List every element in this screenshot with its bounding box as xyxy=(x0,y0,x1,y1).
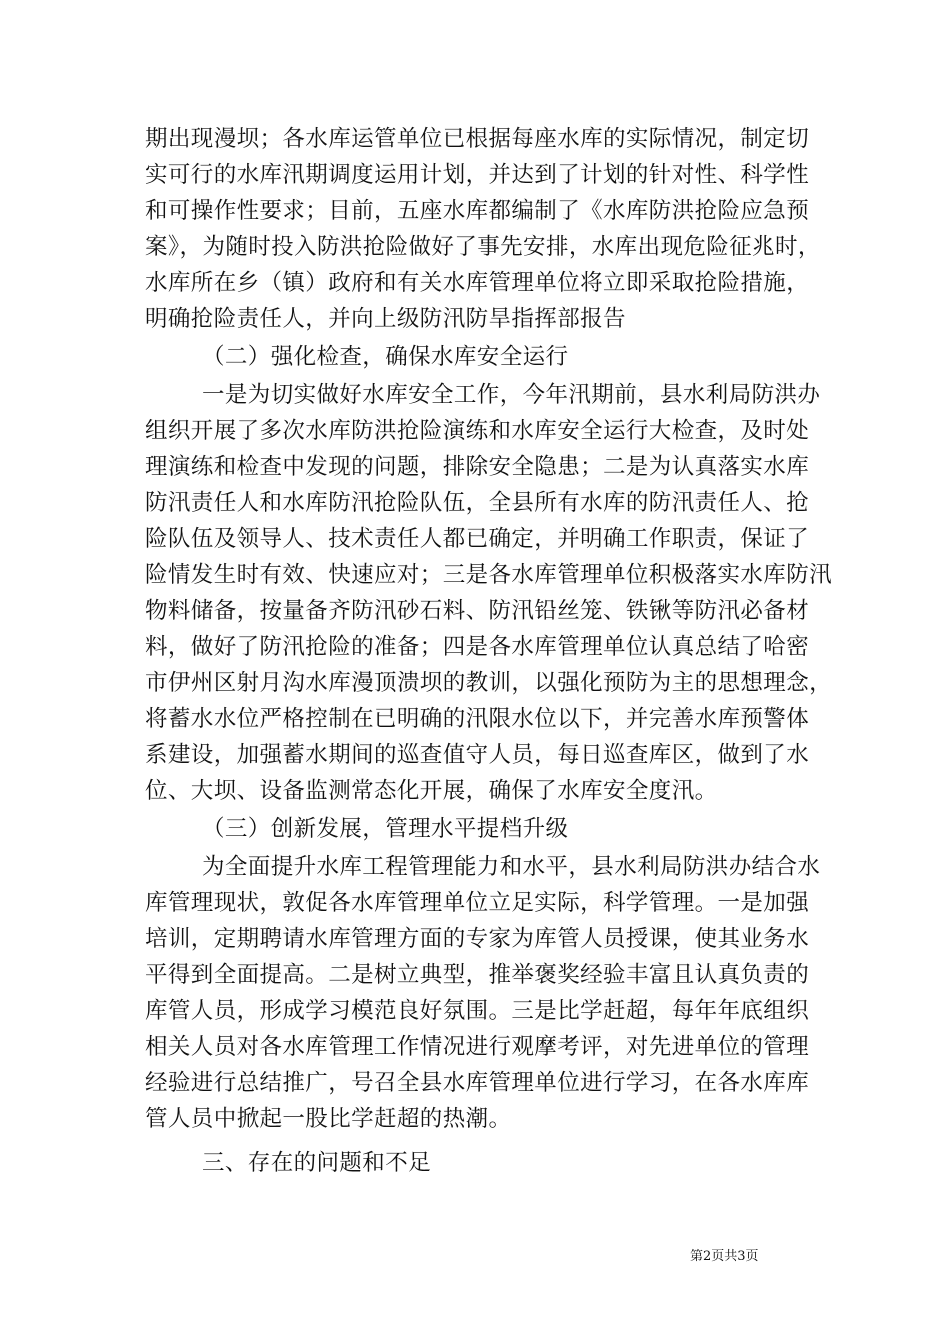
text-line: 一是为切实做好水库安全工作，今年汛期前，县水利局防洪办 xyxy=(202,382,821,408)
text-line: 案》，为随时投入防洪抢险做好了事先安排，水库出现危险征兆时， xyxy=(145,234,821,260)
text-line: 市伊州区射月沟水库漫顶溃坝的教训，以强化预防为主的思想理念， xyxy=(145,670,833,696)
text-line: 管人员中掀起一股比学赶超的热潮。 xyxy=(145,1106,512,1132)
text-line: 培训，定期聘请水库管理方面的专家为库管人员授课，使其业务水 xyxy=(145,926,810,952)
text-line: 为全面提升水库工程管理能力和水平，县水利局防洪办结合水 xyxy=(202,854,821,880)
text-line: 明确抢险责任人，并向上级防汛防旱指挥部报告 xyxy=(145,306,626,332)
text-line: 库管人员，形成学习模范良好氛围。三是比学赶超，每年年底组织 xyxy=(145,998,810,1024)
page-number-footer: 第2页共3页 xyxy=(690,1249,759,1264)
text-line: 经验进行总结推广，号召全县水库管理单位进行学习，在各水库库 xyxy=(145,1070,810,1096)
text-line: 位、大坝、设备监测常态化开展，确保了水库安全度汛。 xyxy=(145,778,718,804)
text-line: 水库所在乡（镇）政府和有关水库管理单位将立即采取抢险措施， xyxy=(145,270,810,296)
text-line: 实可行的水库汛期调度运用计划，并达到了计划的针对性、科学性 xyxy=(145,162,810,188)
text-line: 理演练和检查中发现的问题，排除安全隐患；二是为认真落实水库 xyxy=(145,454,810,480)
text-line: 险情发生时有效、快速应对；三是各水库管理单位积极落实水库防汛 xyxy=(145,562,833,588)
text-line: 料，做好了防汛抢险的准备；四是各水库管理单位认真总结了哈密 xyxy=(145,634,810,660)
section-heading: （二）强化检查，确保水库安全运行 xyxy=(202,344,569,370)
text-line: 平得到全面提高。二是树立典型，推举褒奖经验丰富且认真负责的 xyxy=(145,962,810,988)
text-line: 库管理现状，敦促各水库管理单位立足实际，科学管理。一是加强 xyxy=(145,890,810,916)
text-line: 和可操作性要求；目前，五座水库都编制了《水库防洪抢险应急预 xyxy=(145,198,810,224)
text-line: 险队伍及领导人、技术责任人都已确定，并明确工作职责，保证了 xyxy=(145,526,810,552)
text-line: 物料储备，按量备齐防汛砂石料、防汛铅丝笼、铁锹等防汛必备材 xyxy=(145,598,810,624)
text-line: 期出现漫坝；各水库运管单位已根据每座水库的实际情况，制定切 xyxy=(145,126,810,152)
text-line: 相关人员对各水库管理工作情况进行观摩考评，对先进单位的管理 xyxy=(145,1034,810,1060)
text-line: 将蓄水水位严格控制在已明确的汛限水位以下，并完善水库预警体 xyxy=(145,706,810,732)
text-line: 防汛责任人和水库防汛抢险队伍，全县所有水库的防汛责任人、抢 xyxy=(145,490,810,516)
section-heading: （三）创新发展，管理水平提档升级 xyxy=(202,816,569,842)
text-line: 系建设，加强蓄水期间的巡查值守人员，每日巡查库区，做到了水 xyxy=(145,742,810,768)
text-line: 组织开展了多次水库防洪抢险演练和水库安全运行大检查，及时处 xyxy=(145,418,810,444)
section-heading: 三、存在的问题和不足 xyxy=(202,1150,432,1176)
